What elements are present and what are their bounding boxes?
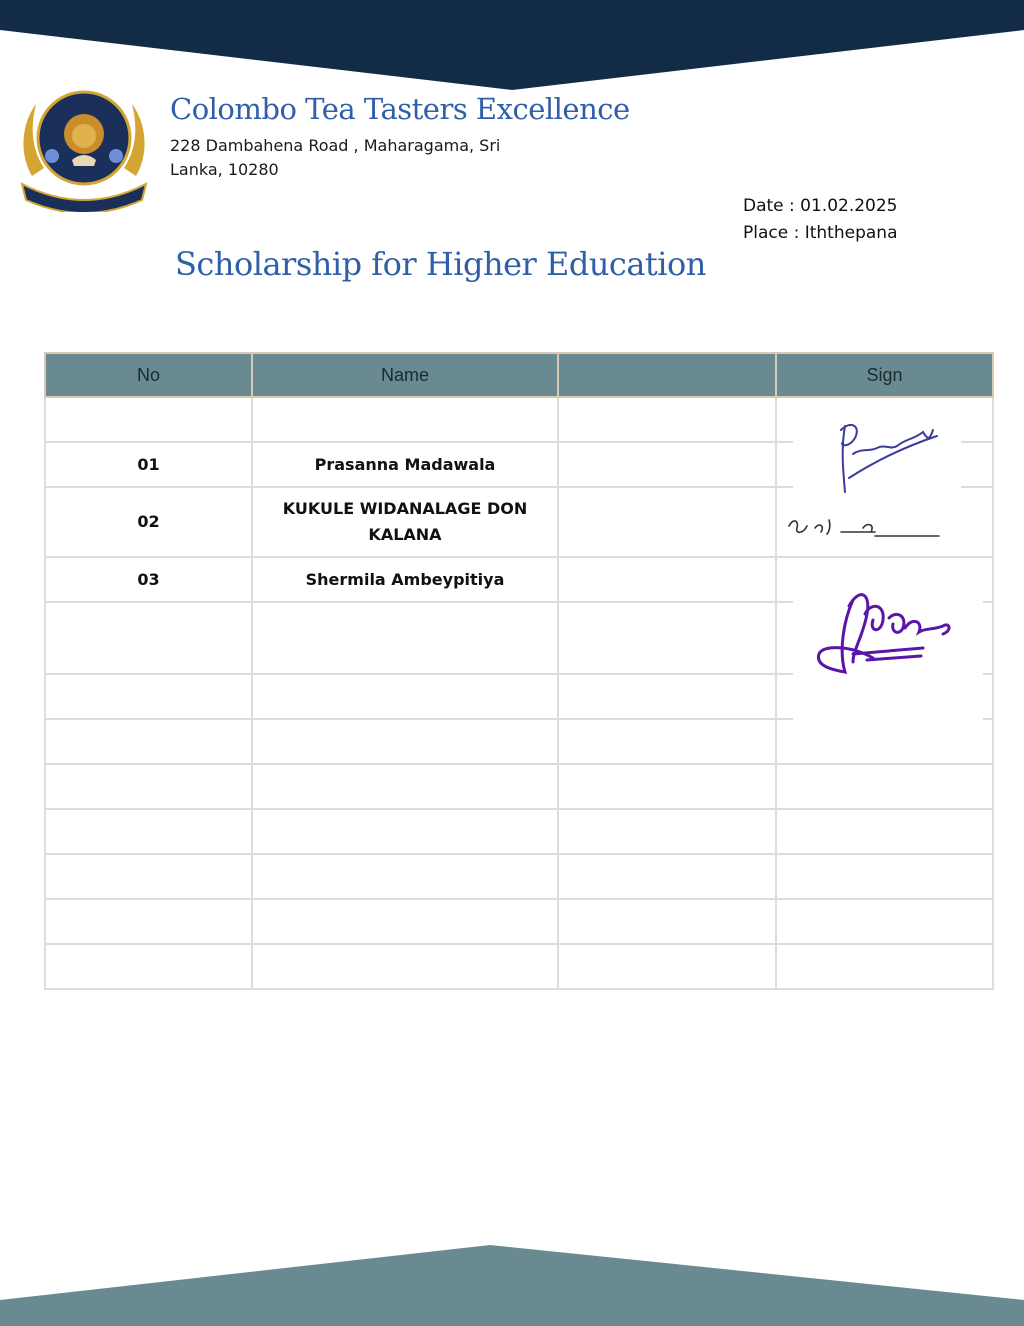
table-row [45,899,993,944]
table-header-row [45,353,993,397]
date-label: Date : 01.02.2025 [743,196,898,216]
table-row [45,854,993,899]
cell-no [45,899,252,944]
signature-3 [793,562,983,722]
lions-club-logo [14,76,154,212]
cell-sign [776,764,993,809]
column-header-blank [558,353,776,397]
cell-no [45,674,252,719]
organization-address [170,134,530,182]
cell-name [252,809,558,854]
table-row [45,764,993,809]
cell-blank [558,397,776,442]
column-header-no: No [45,353,252,397]
cell-no: 03 [45,557,252,602]
column-header-name: Name [252,353,558,397]
cell-blank [558,442,776,487]
cell-blank [558,854,776,899]
cell-sign [776,944,993,989]
cell-no [45,764,252,809]
cell-blank [558,719,776,764]
cell-no [45,719,252,764]
cell-name [252,602,558,674]
cell-blank [558,764,776,809]
place-label: Place : Iththepana [743,223,898,243]
cell-no [45,602,252,674]
table-row [45,809,993,854]
document-title: Scholarship for Higher Education [175,245,706,283]
cell-name: KUKULE WIDANALAGE DON KALANA [252,487,558,557]
cell-no [45,854,252,899]
cell-blank [558,487,776,557]
cell-name [252,944,558,989]
cell-blank [558,809,776,854]
cell-no: 02 [45,487,252,557]
cell-name [252,899,558,944]
table-row [45,944,993,989]
table-row [45,719,993,764]
cell-no [45,944,252,989]
cell-no [45,397,252,442]
cell-name: Prasanna Madawala [252,442,558,487]
address-line-2: Lanka, 10280 [170,160,279,179]
cell-name [252,397,558,442]
cell-name [252,764,558,809]
cell-sign [776,899,993,944]
cell-name [252,854,558,899]
cell-blank [558,557,776,602]
column-header-sign: Sign [776,353,993,397]
cell-sign [776,719,993,764]
signature-1 [793,414,961,494]
date-place-block [743,193,898,247]
cell-sign [776,854,993,899]
cell-no [45,809,252,854]
cell-name [252,674,558,719]
bottom-banner [0,1240,1024,1326]
signature-2 [779,508,949,554]
cell-blank [558,674,776,719]
cell-name [252,719,558,764]
address-line-1: 228 Dambahena Road , Maharagama, Sri [170,136,501,155]
cell-no: 01 [45,442,252,487]
cell-blank [558,944,776,989]
organization-name: Colombo Tea Tasters Excellence [170,92,630,126]
cell-blank [558,899,776,944]
cell-name: Shermila Ambeypitiya [252,557,558,602]
cell-sign [776,809,993,854]
cell-blank [558,602,776,674]
